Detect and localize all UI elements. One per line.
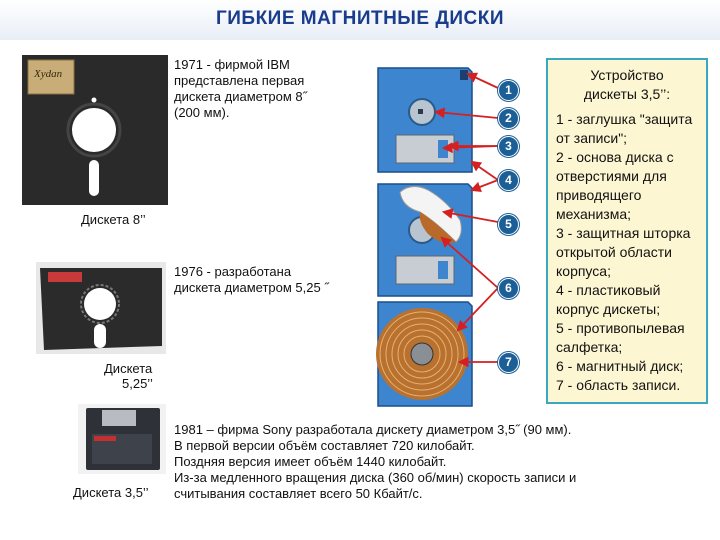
text-1971-line: дискета диаметром 8˝	[174, 89, 307, 104]
floppy-8-caption: Дискета 8’’	[81, 212, 146, 227]
callout-badge-1: 1	[498, 80, 519, 101]
floppy-35-diagram	[372, 62, 552, 412]
text-1976-line: дискета диаметром 5,25 ˝	[174, 280, 329, 295]
device-legend-box	[546, 58, 708, 404]
text-1981-line: 1981 – фирма Sony разработала дискету диаметром 3,5˝ (90 мм).	[174, 422, 572, 437]
floppy-diagram-open	[378, 184, 472, 296]
callout-badge-4: 4	[498, 170, 519, 191]
callout-badge-5: 5	[498, 214, 519, 235]
callout-badge-3: 3	[498, 136, 519, 157]
floppy-diagram-disk	[376, 302, 472, 406]
floppy-525-image	[36, 262, 166, 354]
floppy-525-caption-line: 5,25’’	[122, 376, 153, 391]
floppy-8-brand: Xydan	[34, 68, 63, 80]
device-legend-heading-line: дискеты 3,5’’:	[583, 86, 671, 102]
callout-badge-7: 7	[498, 352, 519, 373]
floppy-525-caption	[104, 361, 184, 391]
text-1971-line: 1971 - фирмой IBM	[174, 57, 290, 72]
text-1981-line: Из-за медленного вращения диска (360 об/мин) скорость записи и	[174, 470, 577, 485]
text-1971-line: (200 мм).	[174, 105, 230, 120]
device-legend-item: 5 - противопылевая салфетка;	[556, 320, 685, 355]
callout-badge-6: 6	[498, 278, 519, 299]
text-1981-line: Поздняя версия имеет объём 1440 килобайт.	[174, 454, 447, 469]
device-legend-item: 6 - магнитный диск;	[556, 358, 684, 374]
callout-badge-2: 2	[498, 108, 519, 129]
floppy-35-image	[78, 404, 166, 474]
text-1981-line: В первой версии объём составляет 720 килобайт.	[174, 438, 475, 453]
device-legend-heading	[556, 66, 698, 104]
text-1976-line: 1976 - разработана	[174, 264, 292, 279]
floppy-35-caption: Дискета 3,5’’	[73, 485, 149, 500]
floppy-8-image	[22, 55, 168, 205]
device-legend-heading-line: Устройство	[590, 67, 664, 83]
floppy-diagram-closed	[378, 68, 472, 172]
text-1971	[174, 57, 344, 121]
device-legend-item: 7 - область записи.	[556, 377, 681, 393]
text-1976	[174, 264, 364, 296]
device-legend-item: 3 - защитная шторка открытой области корпуса;	[556, 225, 691, 279]
page-title: ГИБКИЕ МАГНИТНЫЕ ДИСКИ	[0, 0, 720, 40]
device-legend-item: 2 - основа диска с отверстиями для приводящего механизма;	[556, 149, 674, 222]
device-legend-item: 1 - заглушка "защита от записи";	[556, 111, 693, 146]
text-1971-line: представлена первая	[174, 73, 305, 88]
device-legend-item: 4 - пластиковый корпус дискеты;	[556, 282, 661, 317]
text-1981	[174, 422, 634, 502]
floppy-525-caption-line: Дискета	[104, 361, 153, 376]
text-1981-line: считывания составляет всего 50 Кбайт/с.	[174, 486, 423, 501]
